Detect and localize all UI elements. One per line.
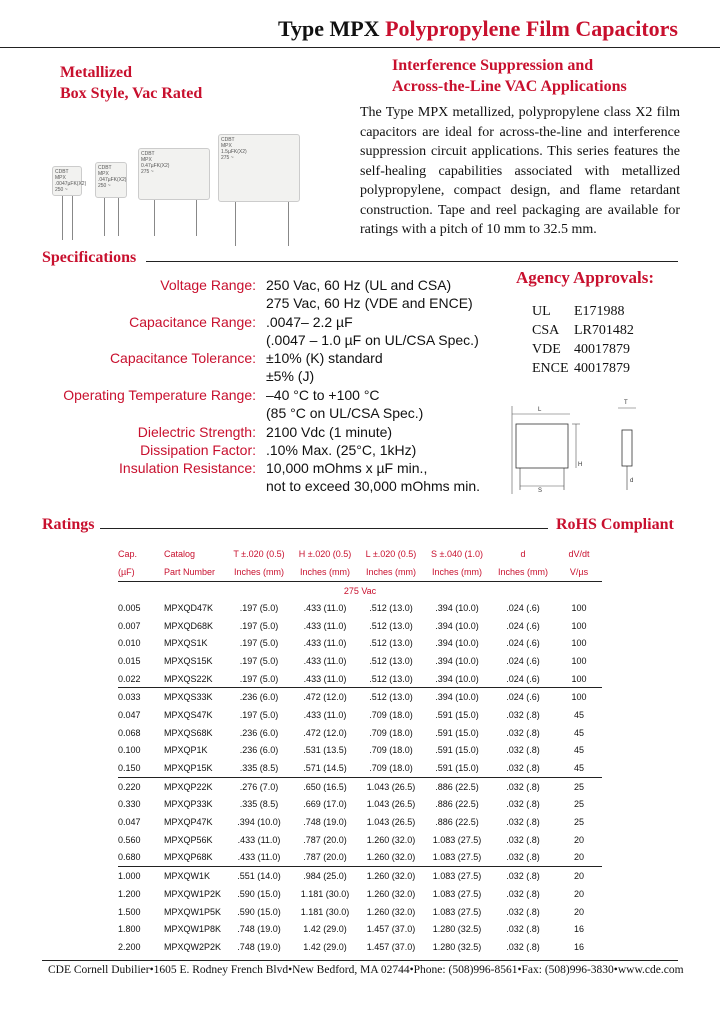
- table-cell: MPXQP47K: [164, 817, 213, 828]
- table-cell: .032 (.8): [490, 867, 556, 885]
- subtitle-right: [392, 55, 627, 97]
- table-row: [118, 885, 602, 903]
- column-header: Cap.: [118, 549, 138, 559]
- table-cell: .709 (18.0): [369, 709, 413, 720]
- spec-value-insulation-2: not to exceed 30,000 mOhms min.: [266, 478, 480, 494]
- subtitle-left: [60, 62, 202, 104]
- spec-value-temperature-1: –40 °C to +100 °C: [266, 387, 380, 403]
- table-cell: 0.005: [118, 602, 141, 613]
- table-cell: 1.083 (27.5): [432, 834, 482, 845]
- table-cell: .024 (.6): [490, 688, 556, 706]
- table-row: [118, 831, 602, 849]
- agency-row-vde: VDE 40017879: [532, 342, 630, 357]
- table-cell: 1.083 (27.5): [432, 888, 482, 899]
- table-cell: 1.043 (26.5): [366, 817, 416, 828]
- table-row: [118, 652, 602, 670]
- table-cell: .590 (15.0): [237, 888, 281, 899]
- spec-value-capacitance-2: (.0047 – 1.0 µF on UL/CSA Spec.): [266, 332, 479, 348]
- table-cell: .024 (.6): [506, 673, 540, 684]
- table-row: [118, 742, 602, 760]
- table-cell: .394 (10.0): [435, 673, 479, 684]
- table-cell: 1.200: [118, 888, 141, 899]
- table-cell: .512 (13.0): [369, 638, 413, 649]
- table-cell: MPXQD68K: [164, 620, 214, 631]
- table-row: [118, 634, 602, 652]
- ratings-heading: Ratings: [42, 516, 95, 533]
- agency-row-ence: ENCE 40017879: [532, 361, 630, 376]
- table-cell: 100: [571, 602, 587, 613]
- table-cell: MPXQS47K: [164, 709, 213, 720]
- footer-address: CDE Cornell Dubilier•1605 E. Rodney French Blvd•New Bedford, MA 02744•Phone: (508)996-8561•Fax: (508)996-3830•www.cde.com: [48, 964, 684, 976]
- table-cell: .433 (11.0): [237, 852, 281, 863]
- table-row: [118, 849, 602, 867]
- table-cell: MPXQS68K: [164, 727, 213, 738]
- table-cell: MPXQP68K: [164, 852, 213, 863]
- table-header-units-row: [118, 563, 602, 582]
- table-cell: MPXQW1P8K: [164, 924, 222, 935]
- table-cell: .032 (.8): [490, 777, 556, 795]
- table-cell: .032 (.8): [506, 817, 540, 828]
- column-header: L ±.020 (0.5): [365, 549, 417, 559]
- page-title: [278, 16, 678, 42]
- table-cell: 1.457 (37.0): [366, 941, 416, 952]
- column-header-units: Inches (mm): [226, 563, 292, 582]
- table-cell: 1.083 (27.5): [424, 867, 490, 885]
- agency-row-csa: CSA LR701482: [532, 323, 634, 338]
- capacitor-medium: CDBT MPX .047µFK(X2) 250 ~: [95, 162, 127, 198]
- table-cell: 1.083 (27.5): [432, 906, 482, 917]
- table-cell: 0.022: [118, 673, 141, 684]
- table-cell: 100: [571, 655, 587, 666]
- spec-value-insulation-1: 10,000 mOhms x µF min.,: [266, 460, 428, 476]
- capacitor-large: CDBT MPX 0.47µFK(X2) 275 ~: [138, 148, 210, 200]
- table-cell: .276 (7.0): [226, 777, 292, 795]
- table-cell: .787 (20.0): [303, 834, 347, 845]
- specifications-rule: [146, 261, 678, 262]
- table-cell: .335 (8.5): [239, 763, 279, 774]
- table-cell: .591 (15.0): [435, 709, 479, 720]
- table-cell: .650 (16.5): [292, 777, 358, 795]
- table-cell: 1.280 (32.5): [432, 941, 482, 952]
- header-rule: [0, 47, 720, 48]
- table-cell: 20: [573, 834, 584, 845]
- spec-label-insulation: Insulation Resistance:: [119, 460, 256, 476]
- table-cell: MPXQW2P2K: [164, 941, 222, 952]
- spec-label-capacitance: Capacitance Range:: [129, 314, 256, 330]
- table-cell: .032 (.8): [506, 763, 540, 774]
- column-header-units: Inches (mm): [358, 563, 424, 582]
- table-cell: .433 (11.0): [303, 602, 347, 613]
- table-cell: .197 (5.0): [239, 655, 279, 666]
- column-header: T ±.020 (0.5): [233, 549, 285, 559]
- rohs-label: RoHS Compliant: [556, 516, 674, 533]
- capacitor-xlarge: CDBT MPX 1.5µFK(X2) 275 ~: [218, 134, 300, 202]
- table-cell: .512 (13.0): [369, 620, 413, 631]
- table-cell: .748 (19.0): [237, 941, 281, 952]
- column-header-units: Part Number: [160, 563, 226, 582]
- table-cell: .394 (10.0): [435, 655, 479, 666]
- table-cell: 0.033: [118, 688, 160, 706]
- table-cell: 1.083 (27.5): [432, 852, 482, 863]
- table-cell: .433 (11.0): [303, 673, 347, 684]
- column-header-units: Inches (mm): [292, 563, 358, 582]
- table-cell: .709 (18.0): [369, 745, 413, 756]
- table-cell: 20: [573, 888, 584, 899]
- table-row: [118, 759, 602, 777]
- specifications-heading: Specifications: [42, 249, 137, 266]
- table-row: [118, 724, 602, 742]
- table-cell: .512 (13.0): [369, 602, 413, 613]
- table-cell: .236 (6.0): [239, 745, 279, 756]
- table-cell: 0.100: [118, 745, 141, 756]
- table-cell: .591 (15.0): [435, 727, 479, 738]
- table-cell: MPXQP15K: [164, 763, 213, 774]
- dimension-diagram: [508, 398, 658, 498]
- agency-heading: Agency Approvals:: [516, 268, 655, 287]
- table-cell: MPXQS1K: [164, 638, 208, 649]
- table-row: [118, 903, 602, 921]
- subtitle-left-line2: Box Style, Vac Rated: [60, 85, 203, 102]
- table-cell: 1.260 (32.0): [366, 834, 416, 845]
- table-cell: .236 (6.0): [226, 688, 292, 706]
- spec-label-dissipation: Dissipation Factor:: [140, 442, 256, 458]
- table-row: [118, 796, 602, 814]
- table-cell: .024 (.6): [506, 655, 540, 666]
- table-row: [118, 688, 602, 706]
- table-cell: .748 (19.0): [237, 924, 281, 935]
- subtitle-right-line1: Interference Suppression and: [392, 57, 594, 74]
- table-row: [118, 867, 602, 885]
- table-cell: .394 (10.0): [435, 638, 479, 649]
- table-cell: .335 (8.5): [239, 799, 279, 810]
- subtitle-right-line2: Across-the-Line VAC Applications: [392, 78, 627, 95]
- table-cell: 25: [573, 817, 584, 828]
- table-cell: 0.010: [118, 638, 141, 649]
- subtitle-left-line1: Metallized: [60, 64, 132, 81]
- table-cell: .531 (13.5): [303, 745, 347, 756]
- table-cell: .032 (.8): [506, 709, 540, 720]
- table-header-row: [118, 545, 602, 563]
- table-cell: .394 (10.0): [435, 602, 479, 613]
- table-cell: .024 (.6): [506, 620, 540, 631]
- voltage-group-row: [118, 582, 602, 600]
- table-cell: .512 (13.0): [369, 655, 413, 666]
- table-cell: 1.260 (32.0): [366, 852, 416, 863]
- table-cell: 0.680: [118, 852, 141, 863]
- table-cell: .590 (15.0): [237, 906, 281, 917]
- table-cell: 0.015: [118, 655, 141, 666]
- table-cell: 2.200: [118, 941, 141, 952]
- table-cell: 100: [571, 638, 587, 649]
- table-cell: .236 (6.0): [239, 727, 279, 738]
- table-cell: 0.047: [118, 817, 141, 828]
- intro-paragraph: The Type MPX metallized, polypropylene class X2 film capacitors are ideal for across-the-line and interference suppression circuit applications. This series features the self-healing capabilities associated with metallized polypropylene, compact design, and flame retardant construction. Tape and reel packaging are available for ratings with a pitch of 10 mm to 32.5 mm.: [360, 105, 680, 237]
- table-cell: .709 (18.0): [369, 727, 413, 738]
- table-cell: MPXQP33K: [164, 799, 213, 810]
- dim-spacing-label: S: [538, 488, 543, 494]
- spec-label-temperature: Operating Temperature Range:: [63, 387, 256, 403]
- table-cell: 1.000: [118, 867, 160, 885]
- agency-row-ul: UL E171988: [532, 304, 625, 319]
- table-cell: .197 (5.0): [239, 638, 279, 649]
- table-row: [118, 706, 602, 724]
- table-cell: 1.181 (30.0): [300, 888, 350, 899]
- table-cell: .748 (19.0): [303, 817, 347, 828]
- table-cell: MPXQW1K: [160, 867, 226, 885]
- table-cell: .433 (11.0): [303, 620, 347, 631]
- table-cell: .433 (11.0): [303, 709, 347, 720]
- table-cell: .032 (.8): [506, 924, 540, 935]
- table-row: [118, 938, 602, 956]
- table-cell: MPXQP22K: [160, 777, 226, 795]
- dimension-drawing: [508, 398, 658, 498]
- table-cell: .886 (22.5): [435, 799, 479, 810]
- table-cell: .886 (22.5): [424, 777, 490, 795]
- table-cell: .433 (11.0): [303, 638, 347, 649]
- table-cell: 100: [571, 620, 587, 631]
- table-cell: MPXQP1K: [164, 745, 208, 756]
- table-cell: .024 (.6): [506, 638, 540, 649]
- dim-length-label: L: [538, 407, 542, 413]
- spec-value-dielectric: 2100 Vdc (1 minute): [266, 424, 393, 440]
- column-header-units: V/µs: [556, 563, 602, 582]
- table-cell: 100: [556, 688, 602, 706]
- table-cell: .032 (.8): [506, 799, 540, 810]
- table-cell: .394 (10.0): [435, 620, 479, 631]
- table-cell: .197 (5.0): [239, 602, 279, 613]
- table-cell: MPXQD47K: [164, 602, 214, 613]
- table-cell: .197 (5.0): [239, 709, 279, 720]
- table-cell: 1.42 (29.0): [303, 924, 347, 935]
- table-row: [118, 813, 602, 831]
- table-cell: .591 (15.0): [435, 745, 479, 756]
- table-cell: 45: [573, 763, 584, 774]
- voltage-group-label: 275 Vac: [343, 585, 377, 596]
- spec-value-voltage-2: 275 Vac, 60 Hz (VDE and ENCE): [266, 295, 473, 311]
- table-cell: .394 (10.0): [424, 688, 490, 706]
- table-cell: .472 (12.0): [292, 688, 358, 706]
- table-cell: 0.047: [118, 709, 141, 720]
- table-cell: 0.068: [118, 727, 141, 738]
- table-cell: 20: [556, 867, 602, 885]
- column-header: d: [520, 549, 526, 559]
- table-cell: .032 (.8): [506, 941, 540, 952]
- table-cell: 25: [573, 799, 584, 810]
- table-cell: MPXQS15K: [164, 655, 213, 666]
- table-cell: .032 (.8): [506, 852, 540, 863]
- ratings-table: [118, 545, 602, 956]
- capacitor-small: CDBT MPX .0047µFK(X2) 250 ~: [52, 166, 82, 196]
- table-row: [118, 599, 602, 617]
- capacitor-photo: [50, 128, 310, 248]
- table-cell: .032 (.8): [506, 906, 540, 917]
- table-cell: 45: [573, 727, 584, 738]
- table-cell: .394 (10.0): [237, 817, 281, 828]
- spec-value-dissipation: .10% Max. (25°C, 1kHz): [266, 442, 417, 458]
- table-cell: .197 (5.0): [239, 620, 279, 631]
- table-cell: 1.500: [118, 906, 141, 917]
- table-cell: 20: [573, 906, 584, 917]
- table-cell: 1.260 (32.0): [366, 906, 416, 917]
- ratings-rule: [100, 528, 548, 529]
- table-cell: .512 (13.0): [358, 688, 424, 706]
- table-cell: 0.330: [118, 799, 141, 810]
- table-cell: .032 (.8): [506, 888, 540, 899]
- table-cell: .591 (15.0): [435, 763, 479, 774]
- dim-thickness-label: T: [624, 400, 628, 406]
- table-cell: 16: [573, 941, 584, 952]
- table-row: [118, 777, 602, 795]
- table-cell: 1.181 (30.0): [300, 906, 350, 917]
- table-cell: .472 (12.0): [303, 727, 347, 738]
- table-row: [118, 670, 602, 688]
- table-cell: .984 (25.0): [292, 867, 358, 885]
- table-cell: .433 (11.0): [237, 834, 281, 845]
- footer-rule: [42, 960, 678, 961]
- table-cell: MPXQW1P5K: [164, 906, 222, 917]
- table-cell: MPXQS33K: [160, 688, 226, 706]
- table-cell: MPXQW1P2K: [164, 888, 222, 899]
- spec-value-capacitance-1: .0047– 2.2 µF: [266, 314, 353, 330]
- table-cell: .551 (14.0): [226, 867, 292, 885]
- table-row: [118, 920, 602, 938]
- spec-value-temperature-2: (85 °C on UL/CSA Spec.): [266, 405, 424, 421]
- table-cell: .032 (.8): [506, 727, 540, 738]
- table-cell: .197 (5.0): [239, 673, 279, 684]
- table-cell: 20: [573, 852, 584, 863]
- table-cell: 45: [573, 745, 584, 756]
- table-cell: .512 (13.0): [369, 673, 413, 684]
- table-cell: MPXQS22K: [164, 673, 213, 684]
- table-cell: 1.043 (26.5): [366, 799, 416, 810]
- table-cell: 1.457 (37.0): [366, 924, 416, 935]
- table-cell: 1.280 (32.5): [432, 924, 482, 935]
- table-cell: 1.800: [118, 924, 141, 935]
- table-cell: .709 (18.0): [369, 763, 413, 774]
- table-cell: .433 (11.0): [303, 655, 347, 666]
- table-row: [118, 617, 602, 635]
- table-cell: 1.260 (32.0): [358, 867, 424, 885]
- spec-label-voltage: Voltage Range:: [160, 277, 256, 293]
- table-cell: .669 (17.0): [303, 799, 347, 810]
- table-cell: 0.220: [118, 777, 160, 795]
- column-header: dV/dt: [568, 549, 590, 559]
- column-header-units: (µF): [118, 563, 160, 582]
- column-header: H ±.020 (0.5): [298, 549, 352, 559]
- table-cell: 45: [573, 709, 584, 720]
- table-cell: 100: [571, 673, 587, 684]
- title-type: Type MPX: [277, 16, 380, 41]
- column-header-units: Inches (mm): [424, 563, 490, 582]
- spec-label-dielectric: Dielectric Strength:: [137, 424, 256, 440]
- table-cell: 0.007: [118, 620, 141, 631]
- table-cell: .032 (.8): [506, 745, 540, 756]
- column-header-units: Inches (mm): [490, 563, 556, 582]
- table-cell: 1.043 (26.5): [358, 777, 424, 795]
- table-cell: 16: [573, 924, 584, 935]
- dim-diameter-label: d: [630, 478, 634, 484]
- spec-label-tolerance: Capacitance Tolerance:: [109, 350, 256, 366]
- column-header: S ±.040 (1.0): [431, 549, 483, 559]
- table-cell: 25: [556, 777, 602, 795]
- table-cell: 1.42 (29.0): [303, 941, 347, 952]
- title-product: Polypropylene Film Capacitors: [385, 16, 678, 41]
- table-cell: .571 (14.5): [303, 763, 347, 774]
- table-cell: .787 (20.0): [303, 852, 347, 863]
- spec-value-voltage-1: 250 Vac, 60 Hz (UL and CSA): [266, 277, 452, 293]
- column-header: Catalog: [164, 549, 196, 559]
- dim-height-label: H: [578, 462, 583, 468]
- table-cell: 1.260 (32.0): [366, 888, 416, 899]
- table-cell: .024 (.6): [506, 602, 540, 613]
- table-cell: .886 (22.5): [435, 817, 479, 828]
- table-cell: 0.560: [118, 834, 141, 845]
- table-cell: MPXQP56K: [164, 834, 213, 845]
- spec-value-tolerance-1: ±10% (K) standard: [266, 350, 383, 366]
- table-cell: 0.150: [118, 763, 141, 774]
- table-cell: .032 (.8): [506, 834, 540, 845]
- spec-value-tolerance-2: ±5% (J): [266, 368, 315, 384]
